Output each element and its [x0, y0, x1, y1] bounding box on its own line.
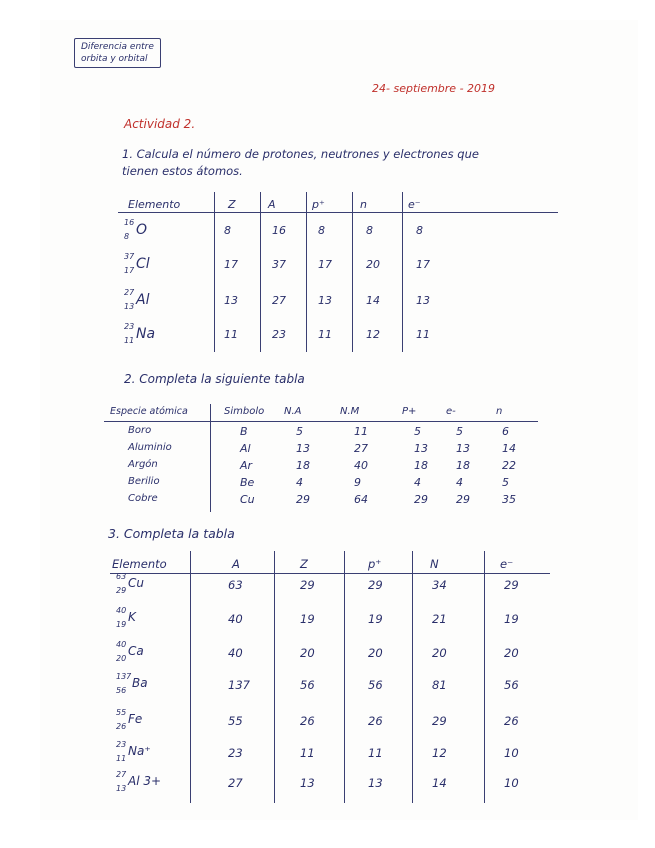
q2-cell: 5	[414, 425, 421, 438]
q2-cell: 11	[354, 425, 368, 438]
mass-number: 23	[116, 740, 127, 749]
element-symbol: O	[136, 222, 148, 238]
q1-cell: 13	[318, 294, 332, 307]
q3-row-element	[116, 740, 186, 766]
q1-cell: 37	[272, 258, 286, 271]
q2-header-line	[104, 421, 538, 422]
q3-cell: 19	[504, 612, 519, 626]
q3-header-0: Elemento	[112, 557, 167, 571]
q3-row-element	[116, 770, 186, 796]
q3-column-divider	[412, 551, 413, 803]
mass-number: 23	[124, 322, 135, 331]
mass-number: 40	[116, 640, 127, 649]
q3-cell: 137	[228, 678, 250, 692]
q2-species: Cobre	[128, 493, 158, 504]
q2-cell: 18	[414, 459, 428, 472]
q1-header-line	[118, 212, 558, 213]
q2-cell: 9	[354, 476, 361, 489]
atomic-number: 29	[116, 586, 127, 595]
q3-cell: 27	[228, 776, 243, 790]
mass-number: 40	[116, 606, 127, 615]
q1-cell: 23	[272, 328, 286, 341]
q3-cell: 20	[432, 646, 447, 660]
mass-number: 27	[124, 288, 135, 297]
q3-row-element	[116, 572, 186, 598]
q3-cell: 20	[300, 646, 315, 660]
q2-cell: 6	[502, 425, 509, 438]
note-line-2: orbita y orbital	[81, 54, 148, 64]
q1-column-divider	[214, 192, 215, 352]
q3-cell: 10	[504, 776, 519, 790]
q2-cell: 35	[502, 493, 516, 506]
q3-cell: 63	[228, 578, 243, 592]
q1-row-element	[124, 218, 194, 244]
q2-header-0: Especie atómica	[110, 406, 188, 417]
q2-cell: 29	[296, 493, 310, 506]
q3-cell: 40	[228, 646, 243, 660]
q1-cell: 13	[224, 294, 238, 307]
q2-cell: 29	[456, 493, 470, 506]
note-line-1: Diferencia entre	[81, 42, 154, 52]
q3-cell: 19	[300, 612, 315, 626]
q1-column-divider	[260, 192, 261, 352]
atomic-number: 20	[116, 654, 127, 663]
q2-cell: Be	[240, 476, 255, 489]
element-symbol: Na⁺	[128, 744, 151, 758]
q1-cell: 8	[224, 224, 231, 237]
q3-cell: 13	[368, 776, 383, 790]
q2-header-1: Simbolo	[224, 406, 265, 417]
q1-header-0: Elemento	[128, 198, 181, 211]
q3-row-element	[116, 606, 186, 632]
q3-column-divider	[274, 551, 275, 803]
date: 24- septiembre - 2019	[372, 82, 496, 95]
q1-cell: 12	[366, 328, 380, 341]
element-symbol: Cu	[128, 576, 144, 590]
q2-cell: 5	[502, 476, 509, 489]
q3-cell: 14	[432, 776, 447, 790]
q1-cell: 8	[366, 224, 373, 237]
notebook-page	[40, 20, 638, 820]
q2-cell: Cu	[240, 493, 255, 506]
q3-prompt: 3. Completa la tabla	[108, 526, 235, 541]
q1-prompt-line1: 1. Calcula el número de protones, neutrones y electrones que	[122, 147, 479, 161]
q2-header-6: n	[496, 406, 503, 417]
q2-cell: 22	[502, 459, 516, 472]
q1-header-4: n	[360, 198, 367, 211]
q2-cell: 13	[456, 442, 470, 455]
q3-cell: 10	[504, 746, 519, 760]
element-symbol: Ba	[132, 676, 148, 690]
q2-species: Berilio	[128, 476, 160, 487]
q3-cell: 19	[368, 612, 383, 626]
q2-cell: 40	[354, 459, 368, 472]
q3-header-5: e⁻	[500, 557, 514, 571]
q3-cell: 29	[300, 578, 315, 592]
q1-cell: 17	[318, 258, 332, 271]
element-symbol: Ca	[128, 644, 144, 658]
q1-row-element	[124, 288, 194, 314]
q1-cell: 8	[318, 224, 325, 237]
mass-number: 37	[124, 252, 135, 261]
atomic-number: 13	[116, 784, 127, 793]
q3-column-divider	[344, 551, 345, 803]
q3-cell: 56	[504, 678, 519, 692]
atomic-number: 19	[116, 620, 127, 629]
q3-cell: 13	[300, 776, 315, 790]
q2-cell: Ar	[240, 459, 253, 472]
atomic-number: 13	[124, 302, 135, 311]
q3-cell: 26	[368, 714, 383, 728]
q1-column-divider	[352, 192, 353, 352]
q3-cell: 40	[228, 612, 243, 626]
q2-cell: 14	[502, 442, 516, 455]
mass-number: 63	[116, 572, 127, 581]
atomic-number: 26	[116, 722, 127, 731]
boxed-note	[74, 38, 161, 68]
element-symbol: K	[128, 610, 136, 624]
element-symbol: Fe	[128, 712, 143, 726]
q3-cell: 34	[432, 578, 447, 592]
q1-cell: 27	[272, 294, 286, 307]
q3-cell: 26	[300, 714, 315, 728]
q1-row-element	[124, 322, 194, 348]
q2-cell: 13	[296, 442, 310, 455]
activity-title: Actividad 2.	[124, 117, 196, 131]
q2-species: Boro	[128, 425, 152, 436]
q1-header-2: A	[268, 198, 276, 211]
element-symbol: Na	[136, 326, 156, 342]
q3-header-2: Z	[300, 557, 308, 571]
q3-column-divider	[484, 551, 485, 803]
q2-cell: 18	[296, 459, 310, 472]
q2-header-3: N.M	[340, 406, 360, 417]
q3-cell: 11	[300, 746, 315, 760]
q3-row-element	[116, 640, 186, 666]
q2-header-2: N.A	[284, 406, 302, 417]
element-symbol: Al	[136, 292, 150, 308]
q2-cell: 4	[414, 476, 421, 489]
q1-header-3: p⁺	[312, 198, 325, 211]
q3-header-3: p⁺	[368, 557, 382, 571]
q3-header-1: A	[232, 557, 240, 571]
q3-cell: 56	[300, 678, 315, 692]
mass-number: 137	[116, 672, 132, 681]
q2-cell: B	[240, 425, 248, 438]
atomic-number: 8	[124, 232, 130, 241]
q3-cell: 29	[432, 714, 447, 728]
q1-cell: 11	[318, 328, 332, 341]
q3-cell: 55	[228, 714, 243, 728]
q1-cell: 17	[224, 258, 238, 271]
q3-cell: 21	[432, 612, 447, 626]
q1-header-1: Z	[228, 198, 236, 211]
q3-cell: 20	[368, 646, 383, 660]
q1-cell: 20	[366, 258, 380, 271]
q2-cell: 4	[296, 476, 303, 489]
q1-prompt-line2: tienen estos átomos.	[122, 164, 243, 178]
q2-species: Aluminio	[128, 442, 172, 453]
q2-cell: 18	[456, 459, 470, 472]
q1-cell: 14	[366, 294, 380, 307]
q1-cell: 11	[416, 328, 430, 341]
q2-species: Argón	[128, 459, 158, 470]
q1-header-5: e⁻	[408, 198, 421, 211]
q1-cell: 16	[272, 224, 286, 237]
q2-cell: 13	[414, 442, 428, 455]
mass-number: 16	[124, 218, 135, 227]
q3-cell: 56	[368, 678, 383, 692]
q2-cell: 29	[414, 493, 428, 506]
q3-row-element	[116, 708, 186, 734]
q2-header-5: e-	[446, 406, 456, 417]
q2-cell: 64	[354, 493, 368, 506]
q2-column-divider	[210, 404, 211, 512]
q3-row-element	[116, 672, 186, 698]
q1-column-divider	[306, 192, 307, 352]
q3-cell: 26	[504, 714, 519, 728]
element-symbol: Al 3+	[128, 774, 162, 788]
q2-cell: 4	[456, 476, 463, 489]
mass-number: 55	[116, 708, 127, 717]
q2-cell: 5	[456, 425, 463, 438]
mass-number: 27	[116, 770, 127, 779]
q2-cell: 27	[354, 442, 368, 455]
q3-cell: 29	[504, 578, 519, 592]
q2-prompt: 2. Completa la siguiente tabla	[124, 372, 305, 386]
atomic-number: 17	[124, 266, 135, 275]
atomic-number: 11	[124, 336, 135, 345]
q3-cell: 20	[504, 646, 519, 660]
q3-column-divider	[190, 551, 191, 803]
atomic-number: 11	[116, 754, 127, 763]
q3-cell: 29	[368, 578, 383, 592]
q1-column-divider	[402, 192, 403, 352]
element-symbol: Cl	[136, 256, 150, 272]
q3-cell: 81	[432, 678, 447, 692]
q3-cell: 11	[368, 746, 383, 760]
q1-cell: 8	[416, 224, 423, 237]
q1-cell: 17	[416, 258, 430, 271]
q1-cell: 11	[224, 328, 238, 341]
q2-header-4: P+	[402, 406, 417, 417]
q3-cell: 23	[228, 746, 243, 760]
q1-cell: 13	[416, 294, 430, 307]
q3-cell: 12	[432, 746, 447, 760]
q1-row-element	[124, 252, 194, 278]
q2-cell: Al	[240, 442, 251, 455]
q3-header-4: N	[430, 557, 439, 571]
atomic-number: 56	[116, 686, 127, 695]
q2-cell: 5	[296, 425, 303, 438]
